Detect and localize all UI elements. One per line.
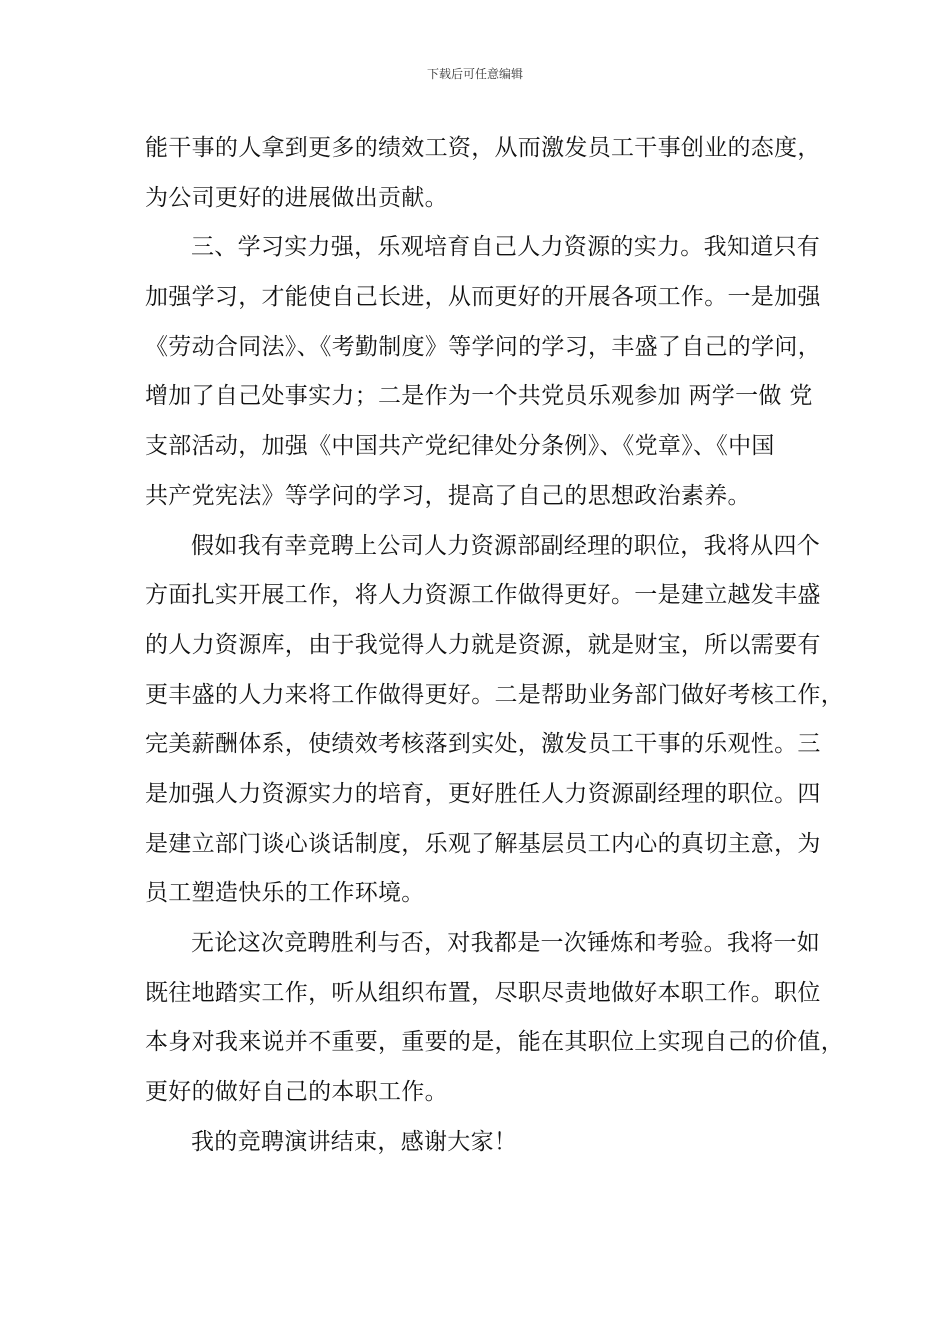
paragraph-start: 我的竞聘演讲结束，感谢大家！	[191, 1128, 518, 1155]
text-line: 的人力资源库，由于我觉得人力就是资源，就是财宝，所以需要有	[145, 631, 821, 658]
text-line: 完美薪酬体系，使绩效考核落到实处，激发员工干事的乐观性。三	[145, 731, 821, 758]
text-line: 既往地踏实工作，听从组织布置，尽职尽责地做好本职工作。职位	[145, 979, 821, 1006]
text-line: 是建立部门谈心谈话制度，乐观了解基层员工内心的真切主意，为	[145, 830, 821, 857]
text-line: 是加强人力资源实力的培育，更好胜任人力资源副经理的职位。四	[145, 780, 821, 807]
text-line: 能干事的人拿到更多的绩效工资，从而激发员工干事创业的态度，	[145, 135, 821, 161]
text-line: 更丰盛的人力来将工作做得更好。二是帮助业务部门做好考核工作，	[145, 681, 844, 708]
paragraph-start: 无论这次竞聘胜利与否，对我都是一次锤炼和考验。我将一如	[191, 930, 821, 956]
page-header: 下载后可任意编辑	[426, 67, 523, 81]
text-line: 本身对我来说并不重要，重要的是，能在其职位上实现自己的价值，	[145, 1029, 844, 1056]
text-line: 更好的做好自己的本职工作。	[145, 1079, 448, 1106]
paragraph-start: 三、学习实力强，乐观培育自己人力资源的实力。我知道只有	[191, 234, 821, 261]
text-line: 《劳动合同法》、《考勤制度》等学问的学习，丰盛了自己的学问，	[145, 333, 821, 360]
text-line: 加强学习，才能使自己长进，从而更好的开展各项工作。一是加强	[145, 284, 821, 311]
document-body	[145, 128, 844, 1171]
text-line: 支部活动，加强《中国共产党纪律处分条例》、《党章》、《中国	[145, 433, 775, 460]
text-line: 共产党宪法》等学问的学习，提高了自己的思想政治素养。	[145, 482, 751, 509]
text-line: 方面扎实开展工作，将人力资源工作做得更好。一是建立越发丰盛	[145, 582, 821, 609]
text-line: 员工塑造快乐的工作环境。	[145, 880, 425, 907]
text-line: 增加了自己处事实力；二是作为一个共党员乐观参加 两学一做 党	[145, 383, 813, 410]
paragraph-start: 假如我有幸竞聘上公司人力资源部副经理的职位，我将从四个	[191, 532, 821, 559]
text-line: 为公司更好的进展做出贡献。	[145, 184, 448, 211]
